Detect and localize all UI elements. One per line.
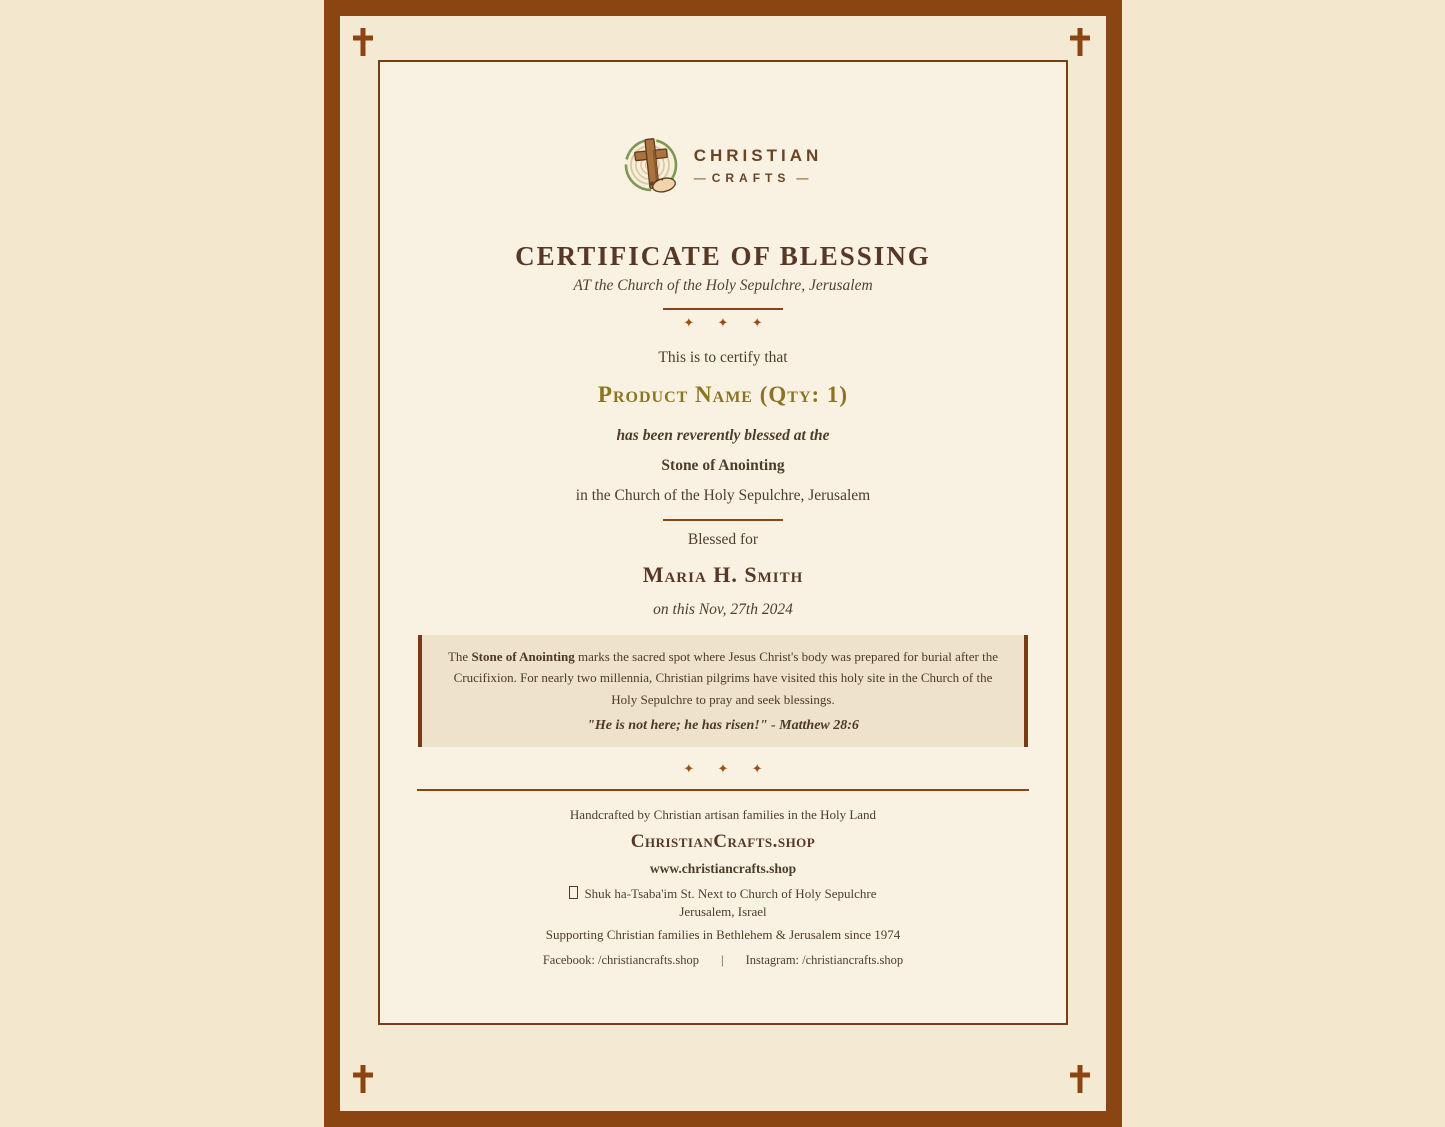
certificate-title: CERTIFICATE OF BLESSING (515, 241, 931, 271)
certificate-subtitle: AT the Church of the Holy Sepulchre, Jerusalem (573, 277, 873, 295)
location-name: Stone of Anointing (661, 457, 785, 475)
blessed-line: has been reverently blessed at the (616, 427, 830, 445)
corner-cross-icon (353, 28, 373, 56)
stone-of-anointing-info-box (418, 635, 1028, 747)
location-line: in the Church of the Holy Sepulchre, Jerusalem (575, 487, 871, 505)
handcrafted-line: Handcrafted by Christian artisan families in the Holy Land (569, 807, 877, 823)
instagram-handle: Instagram: /christiancrafts.shop (745, 952, 904, 967)
missing-glyph-icon (569, 886, 578, 899)
social-links-line (380, 953, 1066, 968)
supporting-line: Supporting Christian families in Bethlehem & Jerusalem since 1974 (545, 926, 901, 942)
blessed-for-label: Blessed for (687, 531, 759, 549)
logo-brand-name: CHRISTIAN (693, 145, 823, 165)
logo-right-dash: — (796, 170, 809, 185)
info-text-bold: Stone of Anointing (471, 648, 575, 664)
recipient-name: Maria H. Smith (642, 562, 804, 588)
certificate-card (324, 0, 1122, 1127)
info-text-prefix: The (447, 648, 472, 664)
diamond-ornament: ✦ ✦ ✦ (683, 761, 773, 777)
scripture-quote: "He is not here; he has risen!" - Matthew 28:6 (587, 718, 859, 734)
corner-cross-icon (1070, 1065, 1090, 1093)
product-name: Product Name (Qty: 1) (597, 382, 849, 408)
logo-wordmark (694, 147, 823, 184)
certify-line: This is to certify that (658, 349, 788, 367)
website-url: www.christiancrafts.shop (649, 860, 797, 876)
info-box-text (440, 646, 1006, 711)
section-divider (663, 519, 783, 521)
brand-logo (380, 134, 1066, 196)
corner-cross-icon (1070, 28, 1090, 56)
footer-divider (417, 789, 1029, 791)
info-text-suffix: marks the sacred spot where Jesus Christ's body was prepared for burial after the Crucifixion. For nearly two millennia, Christian pilgrims have visited this holy site in the Church of the Holy Sepulchre to pray and seek blessings. (453, 648, 999, 708)
cross-carving-logo-icon (624, 134, 684, 196)
corner-cross-icon (353, 1065, 373, 1093)
address-line-1 (380, 886, 1066, 902)
diamond-ornament: ✦ ✦ ✦ (683, 315, 773, 331)
logo-brand-sub: CRAFTS (711, 170, 791, 185)
footer-brand: ChristianCrafts.shop (630, 831, 816, 853)
facebook-handle: Facebook: /christiancrafts.shop (542, 952, 700, 967)
address-line-2: Jerusalem, Israel (679, 903, 767, 919)
social-separator: | (721, 952, 724, 967)
subtitle-divider (663, 308, 783, 310)
certificate-panel (378, 60, 1068, 1025)
blessing-date: on this Nov, 27th 2024 (653, 600, 793, 618)
logo-left-dash: — (693, 170, 706, 185)
address-text: Shuk ha-Tsaba'im St. Next to Church of Holy Sepulchre (584, 885, 877, 901)
